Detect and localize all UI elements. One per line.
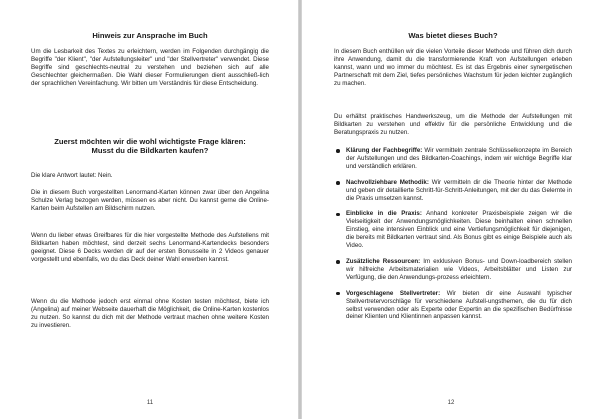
bullet-term: Klärung der Fachbegriffe: bbox=[346, 147, 423, 154]
bullet-text: Im exklusiven Bonus- und Down-loadbereich stellen wir hilfreiche Arbeitsmaterialien wie Videos, Arbeitsblätter und Listen zur Verfügung, die den Anwendungs-prozess erleichtern. bbox=[346, 257, 572, 281]
bullet-text: Wir vermitteln zentrale Schlüsselkonzepte im Bereich der Aufstellungen und des Bildkarten-Coachings, indem wir wichtige Begriffe klar und verständlich erklären. bbox=[346, 147, 572, 170]
list-item bbox=[334, 179, 572, 203]
bullet-term: Vorgeschlagene Stellvertreter: bbox=[346, 289, 441, 297]
heading-kaufen-line1: Zuerst möchten wir die wohl wichtigste Frage klären: bbox=[54, 137, 246, 146]
bullet-icon bbox=[336, 149, 340, 153]
list-item bbox=[334, 147, 572, 171]
bullet-text: Wir bieten dir eine Auswahl typischer Stellvertretervorschläge für verschiedene Aufstell-ungsthemen, die du für dich selbst verwenden oder als Experte oder Expertin an die spezifischen Bedürfnisse deiner Klienten und Klientinnen anpassen kannst. bbox=[346, 289, 573, 321]
paragraph-lenormand: Die in diesem Buch vorgestellten Lenormand-Karten können zwar über den Angelina Schulze Verlag bezogen werden, müssen es aber nicht. Du kannst gerne die Online-Karten beim Aufstellen am Bildschirm nutzen. bbox=[31, 189, 269, 212]
heading-kaufen-line2: Musst du die Bildkarten kaufen? bbox=[91, 146, 209, 156]
paragraph-ansprache: Um die Lesbarkeit des Textes zu erleichtern, werden im Folgenden durchgängig die Begriffe "der Klient", "der Aufstellungsleiter" und "der Stellvertreter" verwendet. Diese Begriffe sind geschlechts-neutral zu verstehen und beziehen sich auf alle Geschlechter gleichermaßen. Die Wahl dieser Formulierungen dient ausschließ-lich der sprachlichen Vereinfachung. Wir bitten um Verständnis für diese Entscheidung. bbox=[31, 48, 269, 87]
heading-ansprache: Hinweis zur Ansprache im Buch bbox=[92, 31, 208, 40]
bullet-term: Nachvollziehbare Methodik: bbox=[346, 178, 429, 186]
list-item bbox=[334, 210, 572, 250]
paragraph-handwerkszeug: Du erhältst praktisches Handwerkszeug, um die Methode der Aufstellungen mit Bildkarten zu verstehen und effektiv für die persönliche Entwicklung und die Beratungspraxis zu nutzen. bbox=[334, 113, 572, 136]
paragraph-kartendecks: Wenn du lieber etwas Greifbares für die hier vorgestellte Methode des Aufstellens mit Bildkarten haben möchtest, sind derzeit sechs Lenormand-Kartendecks besonders geeignet. Diese 6 Decks werden dir auf der ersten Bonusseite in 2 Videos genauer vorgestellt und ebenfalls, wo du das Deck deiner Wahl erwerben kannst. bbox=[31, 232, 269, 263]
bullet-term: Einblicke in die Praxis: bbox=[346, 210, 422, 218]
right-page bbox=[302, 0, 600, 419]
bullet-icon bbox=[336, 181, 340, 185]
paragraph-kostenlos: Wenn du die Methode jedoch erst einmal ohne Kosten testen möchtest, biete ich (Angelina) auf meiner Webseite dauerhaft die Möglichkeit, die Online-Karten kostenlos zu nutzen. So kannst du dich mit der Methode vertraut machen ohne weitere Kosten zu investieren. bbox=[31, 298, 269, 329]
heading-kaufen bbox=[31, 137, 269, 156]
list-item bbox=[334, 290, 572, 322]
heading-was-bietet: Was bietet dieses Buch? bbox=[408, 31, 498, 40]
page-number-left: 11 bbox=[146, 400, 154, 406]
bullet-icon bbox=[336, 292, 340, 296]
page-number-right: 12 bbox=[447, 400, 455, 406]
paragraph-antwort: Die klare Antwort lautet: Nein. bbox=[31, 172, 113, 179]
left-page bbox=[0, 0, 298, 419]
list-item bbox=[334, 258, 572, 282]
bullet-icon bbox=[336, 213, 340, 217]
bullet-icon bbox=[336, 260, 340, 264]
bullet-text: Wir vermitteln dir die Theorie hinter der Methode und geben dir detaillierte Schritt-für-Schritt-Anleitungen, mit der du das Gelernte in die Praxis umsetzen kannst. bbox=[346, 178, 572, 202]
feature-list bbox=[334, 147, 572, 321]
bullet-text: Anhand konkreter Praxisbeispiele zeigen wir die Vielseitigkeit der Anwendungsmöglichkeiten. Diese beinhalten einen schnellen Einstieg, eine intensiven Einblick und eine Vertiefungsmöglichkeit für diejenigen, die bereits mit Bildkarten vertraut sind. Als Bonus gibt es einige Beispiele auch als Video. bbox=[346, 210, 573, 250]
paragraph-methode: In diesem Buch enthüllen wir die vielen Vorteile dieser Methode und führen dich durch ihre Anwendung, damit du die transformierende Kraft von Aufstellungen erleben kannst, wann und wo immer du möchtest. Es ist das Ergebnis einer synergetischen Partnerschaft mit dem Ziel, tiefes persönliches Wachstum für jeden leichter zugänglich zu machen. bbox=[334, 48, 572, 87]
bullet-term: Zusätzliche Ressourcen: bbox=[346, 257, 421, 265]
